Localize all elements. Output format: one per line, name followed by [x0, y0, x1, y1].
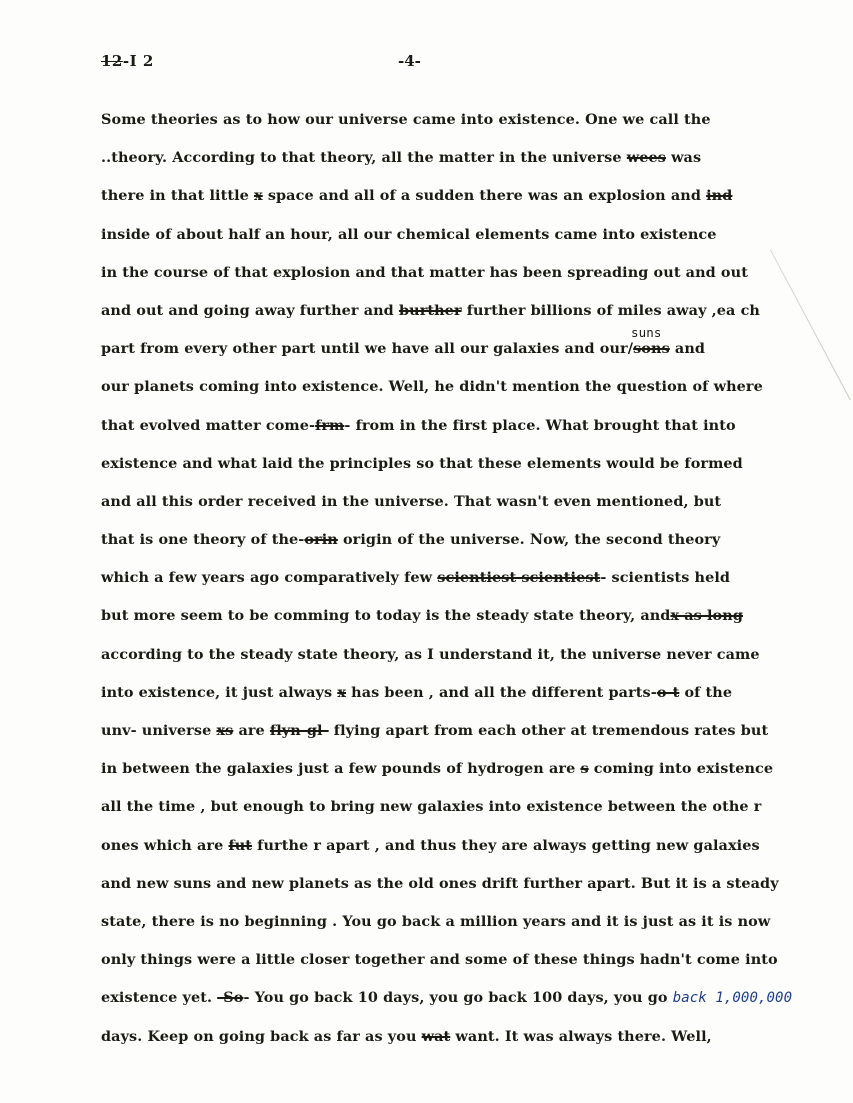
line-text: and new suns and new planets as the old ones drift further apart. But it is a steady: [101, 874, 779, 892]
transcript-body: [101, 108, 841, 1063]
line-text: - You go back 10 days, you go back 100 days, you go: [243, 989, 673, 1007]
struck-text: x: [337, 683, 347, 701]
struck-text: wat: [421, 1027, 451, 1045]
struck-text: burther: [398, 301, 462, 319]
struck-text: x: [254, 187, 263, 205]
text-line: [101, 986, 841, 1024]
text-line: [101, 757, 841, 795]
text-line: [101, 223, 841, 261]
line-text: only things were a little closer together and some of these things hadn't come into: [101, 951, 778, 969]
line-text: coming into existence: [588, 760, 774, 778]
text-line: [101, 604, 841, 642]
struck-text: flyn-gl-: [269, 722, 329, 739]
struck-text: fut: [228, 836, 253, 854]
line-text: in between the galaxies just a few pounds of hydrogen are: [101, 760, 581, 778]
struck-text: xs: [216, 722, 234, 739]
line-text: according to the steady state theory, as I understand it, the universe never came: [101, 645, 760, 663]
struck-text: orin: [304, 531, 338, 549]
text-line: [101, 795, 841, 833]
text-line: [101, 375, 841, 413]
line-text: all the time , but enough to bring new galaxies into existence between the othe r: [101, 798, 762, 816]
line-text: - from in the first place. What brought that into: [344, 416, 736, 434]
line-text: days. Keep on going back as far as you: [101, 1027, 422, 1045]
line-text: in the course of that explosion and that matter has been spreading out and out: [101, 263, 748, 281]
text-line: [101, 719, 841, 757]
text-line: [101, 1025, 841, 1063]
line-text: flying apart from each other at tremendous rates but: [328, 722, 769, 739]
document-code: [101, 52, 154, 70]
page-header: [0, 52, 853, 76]
line-text: ..theory. According to that theory, all the matter in the universe: [101, 149, 627, 167]
struck-text: scientiest scientiest: [437, 569, 601, 587]
line-text: ones which are: [101, 836, 229, 854]
page-number: -4-: [398, 52, 421, 70]
line-text: want. It was always there. Well,: [450, 1027, 712, 1045]
text-line: [101, 566, 841, 604]
interlinear-insertion: suns: [631, 325, 662, 341]
line-text: and out and going away further and: [101, 301, 399, 319]
struck-text: -So: [217, 989, 244, 1007]
struck-text: frm: [315, 416, 345, 434]
struck-text: x as long: [670, 607, 743, 625]
document-code-struck: 12: [101, 52, 123, 70]
line-text: state, there is no beginning . You go back a million years and it is just as it is now: [101, 912, 771, 930]
line-text: into existence, it just always: [101, 683, 338, 701]
text-line: [101, 643, 841, 681]
line-text: inside of about half an hour, all our chemical elements came into existence: [101, 225, 717, 243]
line-text: there in that little: [101, 187, 255, 205]
struck-text: ind: [706, 187, 733, 205]
text-line: [101, 834, 841, 872]
line-text: that is one theory of the-: [101, 531, 305, 549]
line-text: are: [233, 722, 270, 739]
handwritten-text: back 1,000,000: [672, 990, 793, 1007]
line-text: and: [669, 340, 706, 358]
text-line: [101, 299, 841, 337]
line-text: and all this order received in the universe. That wasn't even mentioned, but: [101, 492, 722, 510]
line-text: origin of the universe. Now, the second theory: [337, 531, 721, 549]
line-text: furthe r apart , and thus they are always getting new galaxies: [252, 836, 760, 854]
line-text: unv- universe: [101, 722, 217, 739]
text-line: [101, 948, 841, 986]
line-text: has been , and all the different parts-: [346, 683, 657, 701]
text-line: [101, 108, 841, 146]
line-text: further billions of miles away ,ea ch: [461, 301, 760, 319]
text-line: [101, 325, 841, 375]
struck-text: sons: [633, 340, 670, 358]
line-text: - scientists held: [600, 569, 731, 587]
text-line: [101, 452, 841, 490]
line-text: that evolved matter come-: [101, 416, 316, 434]
line-text: which a few years ago comparatively few: [101, 569, 438, 587]
text-line: [101, 261, 841, 299]
line-text: our planets coming into existence. Well, he didn't mention the question of where: [101, 378, 763, 396]
text-line: [101, 528, 841, 566]
line-text: existence and what laid the principles so that these elements would be formed: [101, 454, 743, 472]
line-text: of the: [679, 683, 733, 701]
text-line: [101, 184, 841, 222]
line-text: Some theories as to how our universe came into existence. One we call the: [101, 111, 711, 128]
struck-text: s: [580, 760, 589, 778]
struck-text: o-t: [656, 683, 680, 701]
line-text: but more seem to be comming to today is the steady state theory, and: [101, 607, 671, 625]
text-line: [101, 872, 841, 910]
text-line: [101, 414, 841, 452]
text-line: [101, 681, 841, 719]
text-line: [101, 146, 841, 184]
line-text: was: [665, 149, 702, 167]
struck-text: wees: [626, 149, 666, 167]
text-line: [101, 490, 841, 528]
text-line: [101, 910, 841, 948]
line-text: space and all of a sudden there was an explosion and: [262, 187, 707, 205]
line-text: part from every other part until we have all our galaxies and our/: [101, 340, 634, 358]
line-text: existence yet.: [101, 989, 218, 1007]
document-code-text: -I 2: [122, 52, 154, 70]
